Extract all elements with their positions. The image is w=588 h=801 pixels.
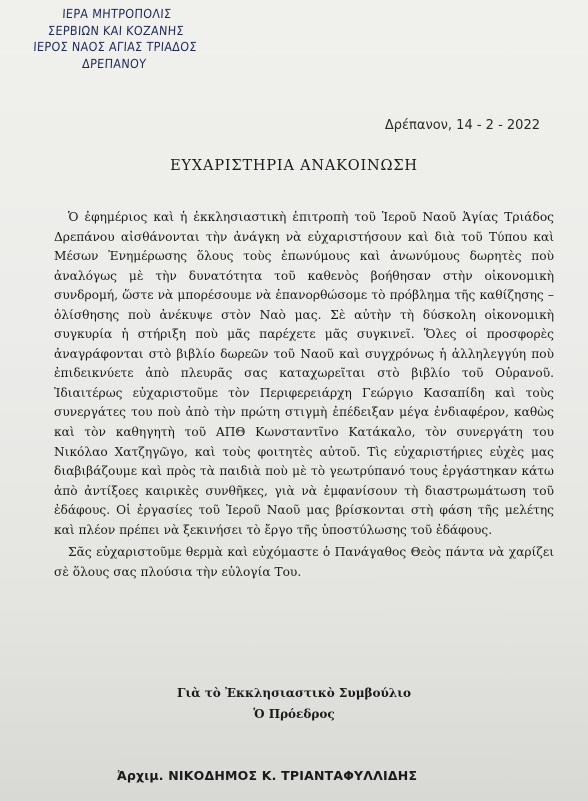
document-date: Δρέπανον, 14 - 2 - 2022 (384, 118, 540, 133)
church-stamp (16, 6, 214, 72)
stamp-line: ΙΕΡΟΣ ΝΑΟΣ ΑΓΙΑΣ ΤΡΙΑΔΟΣ (32, 39, 198, 54)
signature-president-line: Ὁ Πρόεδρος (253, 707, 335, 721)
body-paragraph: Ὁ ἐφημέριος καὶ ἡ ἐκκλησιαστικὴ ἐπιτροπὴ τοῦ Ἱεροῦ Ναοῦ Ἁγίας Τριάδος Δρεπάνου αἰσθάνονται τὴν ἀνάγκη νὰ εὐχαριστήσουν καὶ διὰ τοῦ Τύπου καὶ Μέσων Ἐνημέρωσης ὅλους τοὺς ἐπωνύμους καὶ ἀνωνύμους δωρητὲς ποὺ ἀναλόγως μὲ τὴν δυνατότητα τοῦ καθενὸς βοήθησαν στὴν οἰκονομικὴ συνδρομή, ὥστε νὰ μπορέσουμε νὰ ἐπανορθώσομε τὸ πρόβλημα τῆς καθίζησης – ὀλίσθησης ποὺ ἀνέκυψε στὸν Ναὸ μας. Σὲ αὐτὴν τὴ δύσκολη οἰκονομικὴ συγκυρία ἡ στήριξη ποὺ μᾶς παρέχετε μᾶς συγκινεῖ. Ὅλες οἱ προσφορὲς ἀναγράφονται στὸ βιβλίο δωρεῶν τοῦ Ναοῦ καὶ συγχρόνως ἡ ἀλληλεγγύη ποὺ ἐπιδεικνύετε ἀπὸ πλευρᾶς σας καταχωρεῖται στὸ βιβλίο τοῦ Οὐρανοῦ. Ἰδιαιτέρως εὐχαριστοῦμε τὸν Περιφερειάρχη Γεώργιο Κασαπίδη καὶ τοὺς συνεργάτες του ποὺ ἀπὸ τὴν πρώτη στιγμὴ ἐπέδειξαν μέγα ἐνδιαφέρον, καθὼς καὶ τὸν καθηγητὴ τοῦ ΑΠΘ Κωνσταντῖνο Κατάκαλο, τὸν συνεργάτη του Νικόλαο Χατζηγῶγο, καὶ τοὺς φοιτητὲς αὐτοῦ. Τὶς εὐχαριστήριες εὐχὲς μας διαβιβάζουμε καὶ πρὸς τὰ παιδιὰ ποὺ μὲ τὸ γεωτρύπανό τους ἐργάστηκαν κάτω ἀπὸ ἀντίξοες καιρικὲς συνθῆκες, γιὰ νὰ ἐμφανίσουν τὴ διαστρωμάτωση τοῦ ἐδάφους. Οἱ ἐργασίες τοῦ Ἱεροῦ Ναοῦ μας βρίσκονται στὴ φάση τῆς μελέτης καὶ πλέον πρέπει νὰ ξεκινήσει τὸ ἔργο τῆς ὑποστύλωσης τοῦ ἐδάφους. (54, 210, 554, 537)
stamp-line: ΣΕΡΒΙΩΝ ΚΑΙ ΚΟΖΑΝΗΣ (47, 22, 185, 38)
signature-council-line: Γιὰ τὸ Ἐκκλησιαστικὸ Συμβούλιο (176, 686, 412, 700)
document-title: ΕΥΧΑΡΙΣΤΗΡΙΑ ΑΝΑΚΟΙΝΩΣΗ (170, 158, 418, 174)
signer-name: Ἀρχιμ. ΝΙΚΟΔΗΜΟΣ Κ. ΤΡΙΑΝΤΑΦΥΛΛΙΔΗΣ (117, 768, 418, 783)
stamp-line: ΔΡΕΠΑΝΟΥ (81, 55, 147, 71)
body-paragraph: Σᾶς εὐχαριστοῦμε θερμὰ καὶ εὐχόμαστε ὁ Πανάγαθος Θεὸς πάντα νὰ χαρίζει σὲ ὅλους σας πλούσια τὴν εὐλογία Του. (54, 545, 554, 579)
stamp-line: ΙΕΡΑ ΜΗΤΡΟΠΟΛΙΣ (61, 6, 172, 21)
document-body (54, 208, 554, 582)
